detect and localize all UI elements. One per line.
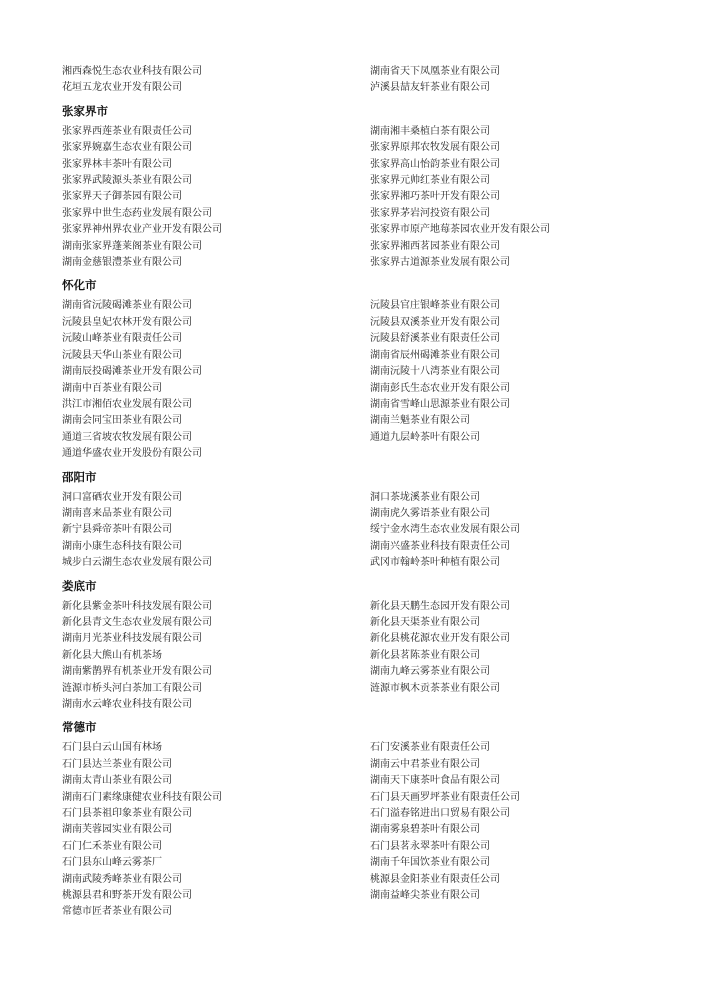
company-name: 湖南彭氏生态农业开发有限公司 <box>370 382 510 394</box>
company-name: 湖南省辰州碣滩茶业有限公司 <box>370 349 500 361</box>
company-name: 张家界原邦农牧发展有限公司 <box>370 142 500 154</box>
company-name: 湖南天下康茶叶食品有限公司 <box>370 775 500 787</box>
city-section <box>62 469 682 572</box>
company-name: 石门县茗永翠茶叶有限公司 <box>370 840 490 852</box>
company-name: 沅陵县舒溪茶业有限责任公司 <box>370 333 500 345</box>
company-name: 石门仁禾茶业有限公司 <box>62 840 162 852</box>
company-name: 沅陵县皇妃农林开发有限公司 <box>62 316 192 328</box>
company-name: 湖南九峰云雾茶业有限公司 <box>370 666 490 678</box>
company-name: 张家界天子御茶园有限公司 <box>62 191 182 203</box>
company-name: 张家界武陵源头茶业有限公司 <box>62 175 192 187</box>
company-name: 洞口茶垅溪茶业有限公司 <box>370 491 480 503</box>
company-name: 湖南省雪峰山思源茶业有限公司 <box>370 398 510 410</box>
company-name: 湖南紫鹊界有机茶业开发有限公司 <box>62 666 212 678</box>
company-name: 湖南虎久雾语茶业有限公司 <box>370 507 490 519</box>
company-name: 张家界古道源茶业发展有限公司 <box>370 257 510 269</box>
city-heading: 怀化市 <box>62 278 97 293</box>
company-name: 新化县天鹏生态园开发有限公司 <box>370 600 510 612</box>
company-name: 张家界元帅红茶业有限公司 <box>370 175 490 187</box>
city-heading: 娄底市 <box>62 578 97 593</box>
company-name: 张家界茅岩河投资有限公司 <box>370 207 490 219</box>
company-name: 城步白云湖生态农业发展有限公司 <box>62 557 212 569</box>
company-name: 湖南辰投碣滩茶业开发有限公司 <box>62 366 202 378</box>
company-name: 沅陵县官庄银峰茶业有限公司 <box>370 300 500 312</box>
company-name: 常德市匠者茶业有限公司 <box>62 906 172 918</box>
city-heading: 常德市 <box>62 720 97 735</box>
company-name: 湖南省天下凤凰茶业有限公司 <box>370 66 500 77</box>
company-name: 湖南石门素缘康健农业科技有限公司 <box>62 791 222 803</box>
company-name: 沅陵山峰茶业有限责任公司 <box>62 333 182 345</box>
company-name: 石门溢春铭进出口贸易有限公司 <box>370 808 510 820</box>
company-name: 张家界湘西茗园茶业有限公司 <box>370 240 500 252</box>
company-name: 洪江市湘佰农业发展有限公司 <box>62 398 192 410</box>
company-name: 张家界市原产地莓茶园农业开发有限公司 <box>370 224 550 236</box>
company-name: 张家界高山怡韵茶业有限公司 <box>370 158 500 170</box>
company-list <box>62 740 682 920</box>
company-name: 湖南张家界蓬莱阁茶业有限公司 <box>62 240 202 252</box>
city-section <box>62 277 682 462</box>
company-list <box>62 124 682 272</box>
company-name: 石门县达兰茶业有限公司 <box>62 758 172 770</box>
company-name: 花垣五龙农业开发有限公司 <box>62 82 182 94</box>
company-name: 绥宁金水湾生态农业发展有限公司 <box>370 524 520 536</box>
company-name: 湖南月光茶业科技发展有限公司 <box>62 633 202 645</box>
company-name: 湖南会同宝田茶业有限公司 <box>62 415 182 427</box>
company-name: 通道三省坡农牧发展有限公司 <box>62 431 192 443</box>
company-name: 湖南省沅陵碣滩茶业有限公司 <box>62 300 192 312</box>
company-name: 洞口富硒农业开发有限公司 <box>62 491 182 503</box>
intro-company-list <box>62 64 682 97</box>
city-sections <box>62 103 682 921</box>
company-name: 湖南沅陵十八湾茶业有限公司 <box>370 366 500 378</box>
company-name: 桃源县君和野茶开发有限公司 <box>62 890 192 902</box>
company-name: 张家界中世生态药业发展有限公司 <box>62 207 212 219</box>
company-name: 湖南水云峰农业科技有限公司 <box>62 699 192 710</box>
company-name: 张家界婉嘉生态农业有限公司 <box>62 142 192 154</box>
company-name: 武冈市翰岭茶叶种植有限公司 <box>370 557 500 569</box>
company-name: 湖南益峰尖茶业有限公司 <box>370 890 480 902</box>
document-page <box>62 64 682 921</box>
company-name: 湖南太青山茶业有限公司 <box>62 775 172 787</box>
company-name: 新化县紫金茶叶科技发展有限公司 <box>62 600 212 612</box>
company-name: 石门县东山峰云雾茶厂 <box>62 857 162 869</box>
company-name: 湖南小康生态科技有限公司 <box>62 540 182 552</box>
company-name: 新化县天渠茶业有限公司 <box>370 616 480 628</box>
company-name: 新化县大熊山有机茶场 <box>62 649 162 661</box>
city-section <box>62 578 682 714</box>
company-name: 泸溪县喆友轩茶业有限公司 <box>370 82 490 94</box>
city-section <box>62 103 682 272</box>
company-name: 湖南芙蓉园实业有限公司 <box>62 824 172 836</box>
company-name: 新化县青文生态农业发展有限公司 <box>62 616 212 628</box>
company-name: 湖南武陵秀峰茶业有限公司 <box>62 873 182 885</box>
company-name: 湖南雾泉碧茶叶有限公司 <box>370 824 480 836</box>
company-name: 新宁县舜帝茶叶有限公司 <box>62 524 172 536</box>
company-name: 湖南湘丰桑植白茶有限公司 <box>370 125 490 137</box>
company-name: 石门县白云山国有林场 <box>62 742 162 754</box>
company-list <box>62 599 682 714</box>
company-name: 湖南千年国饮茶业有限公司 <box>370 857 490 869</box>
company-name: 张家界神州界农业产业开发有限公司 <box>62 224 222 236</box>
company-name <box>370 904 682 920</box>
city-heading: 邵阳市 <box>62 469 97 484</box>
city-section <box>62 719 682 920</box>
company-name: 张家界湘巧茶叶开发有限公司 <box>370 191 500 203</box>
company-name: 沅陵县双溪茶业开发有限公司 <box>370 316 500 328</box>
company-name: 湖南金慈银澧茶业有限公司 <box>62 257 182 269</box>
company-name: 石门县茶祖印象茶业有限公司 <box>62 808 192 820</box>
company-list <box>62 298 682 462</box>
company-name: 桃源县金阳茶业有限责任公司 <box>370 873 500 885</box>
company-name <box>370 446 682 462</box>
company-name: 新化县桃花源农业开发有限公司 <box>370 633 510 645</box>
company-name: 张家界西莲茶业有限责任公司 <box>62 125 192 137</box>
company-name: 沅陵县天华山茶业有限公司 <box>62 349 182 361</box>
company-name: 湘西森悦生态农业科技有限公司 <box>62 66 202 77</box>
company-name: 张家界林丰茶叶有限公司 <box>62 158 172 170</box>
city-heading: 张家界市 <box>62 103 108 118</box>
company-name <box>370 697 682 713</box>
company-name: 湖南云中君茶业有限公司 <box>370 758 480 770</box>
company-name: 湖南兴盛茶业科技有限责任公司 <box>370 540 510 552</box>
company-name: 新化县茗陈茶业有限公司 <box>370 649 480 661</box>
company-name: 涟源市桥头河白茶加工有限公司 <box>62 682 202 694</box>
company-name: 通道华盛农业开发股份有限公司 <box>62 448 202 460</box>
company-name: 涟源市枫木贡茶茶业有限公司 <box>370 682 500 694</box>
company-name: 湖南喜来品茶业有限公司 <box>62 507 172 519</box>
company-list <box>62 490 682 572</box>
company-name: 石门县天画罗坪茶业有限责任公司 <box>370 791 520 803</box>
company-name: 石门安溪茶业有限责任公司 <box>370 742 490 754</box>
company-name: 湖南中百茶业有限公司 <box>62 382 162 394</box>
company-name: 通道九层岭茶叶有限公司 <box>370 431 480 443</box>
company-name: 湖南兰魁茶业有限公司 <box>370 415 470 427</box>
